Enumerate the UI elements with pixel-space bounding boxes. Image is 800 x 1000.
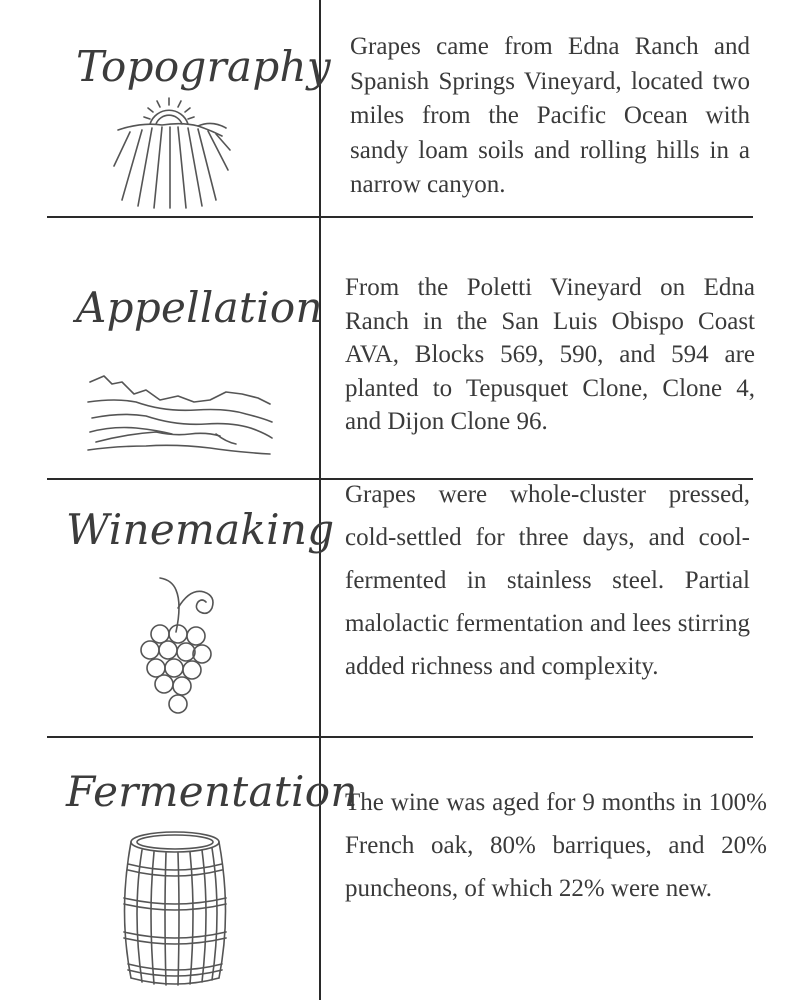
section-text-appellation: From the Poletti Vineyard on Edna Ranch in the San Luis Obispo Coast AVA, Blocks 569, 590, and 594 are planted to Tepusquet Clone, Clone 4, and Dijon Clone 96. <box>345 274 755 435</box>
section-text-fermentation: The wine was aged for 9 months in 100% French oak, 80% barriques, and 20% puncheons, of which 22% were new. <box>345 789 767 902</box>
section-title-topography: Topography <box>76 42 331 91</box>
grape-cluster-icon <box>138 574 220 720</box>
row-divider-3 <box>47 736 753 738</box>
section-title-winemaking: Winemaking <box>66 505 335 554</box>
mountain-landscape-icon <box>86 372 274 460</box>
wine-barrel-icon <box>118 828 232 996</box>
section-title-appellation: Appellation <box>76 283 323 332</box>
section-title-fermentation: Fermentation <box>66 767 358 816</box>
section-text-topography: Grapes came from Edna Ranch and Spanish Springs Vineyard, located two miles from the Pacific Ocean with sandy loam soils and rolling hills in a narrow canyon. <box>350 33 750 198</box>
row-divider-1 <box>47 216 753 218</box>
sunrise-vineyard-rows-icon <box>112 96 232 212</box>
section-text-winemaking: Grapes were whole-cluster pressed, cold-settled for three days, and cool-fermented in stainless steel. Partial malolactic fermentation and lees stirring added richness and complexity. <box>345 481 750 680</box>
vertical-divider <box>319 0 321 1000</box>
